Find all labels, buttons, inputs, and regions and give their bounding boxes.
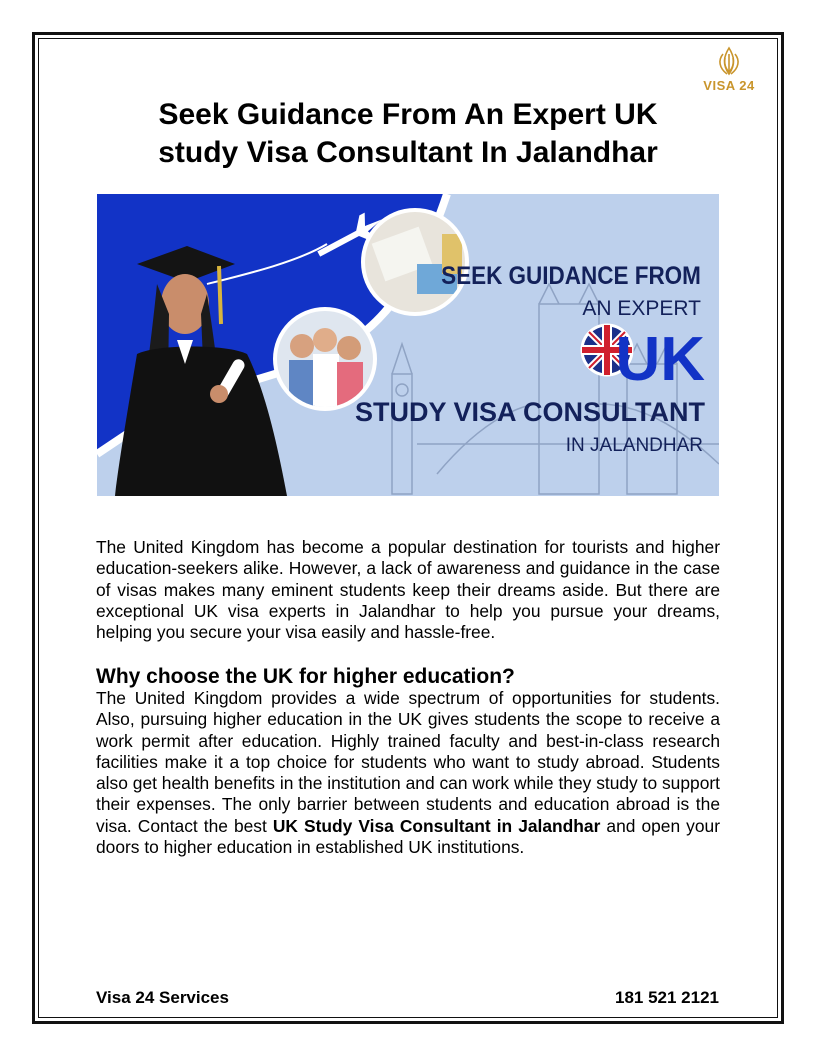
banner-text-line-4: STUDY VISA CONSULTANT — [354, 397, 705, 427]
banner-text-line-3: UK — [615, 325, 705, 394]
section-text-after: and open your doors to higher education in established UK institutions. — [96, 815, 720, 858]
section-text-before: The United Kingdom provides a wide spectrum of opportunities for students. Also, pursuing higher education in the UK gives students the scope to receive a work permit after education. Highly trained faculty and best-in-class research facilities make it a top choice for students who want to study abroad. Students also get health benefits in the institution and can work while they study to support their expenses. The only barrier between students and education abroad is the visa. Contact the best — [96, 688, 720, 836]
banner-text-line-1: SEEK GUIDANCE FROM — [441, 261, 701, 291]
title-line-1: Seek Guidance From An Expert UK — [158, 98, 658, 131]
visa24-logo — [694, 46, 764, 96]
page-title — [96, 96, 720, 172]
section-paragraph — [96, 688, 720, 858]
banner-text-line-2: AN EXPERT — [582, 297, 701, 320]
title-line-2: study Visa Consultant In Jalandhar — [158, 136, 658, 169]
crown-flame-logo-icon — [694, 46, 764, 78]
intro-paragraph: The United Kingdom has become a popular destination for tourists and higher education-seekers alike. However, a lack of awareness and guidance in the case of visas makes many eminent students keep their dreams aside. But there are exceptional UK visa experts in Jalandhar to help you pursue your dreams, helping you secure your visa easily and hassle-free. — [96, 537, 720, 643]
banner-text-line-5: IN JALANDHAR — [565, 435, 703, 456]
logo-text: VISA 24 — [703, 78, 755, 93]
section-heading: Why choose the UK for higher education? — [96, 665, 515, 688]
footer-company: Visa 24 Services — [96, 988, 229, 1007]
page-border-inner — [38, 38, 778, 1018]
hero-banner-image — [97, 194, 719, 496]
footer-phone: 181 521 2121 — [615, 988, 719, 1007]
consultant-bold-text: UK Study Visa Consultant in Jalandhar — [272, 815, 601, 836]
